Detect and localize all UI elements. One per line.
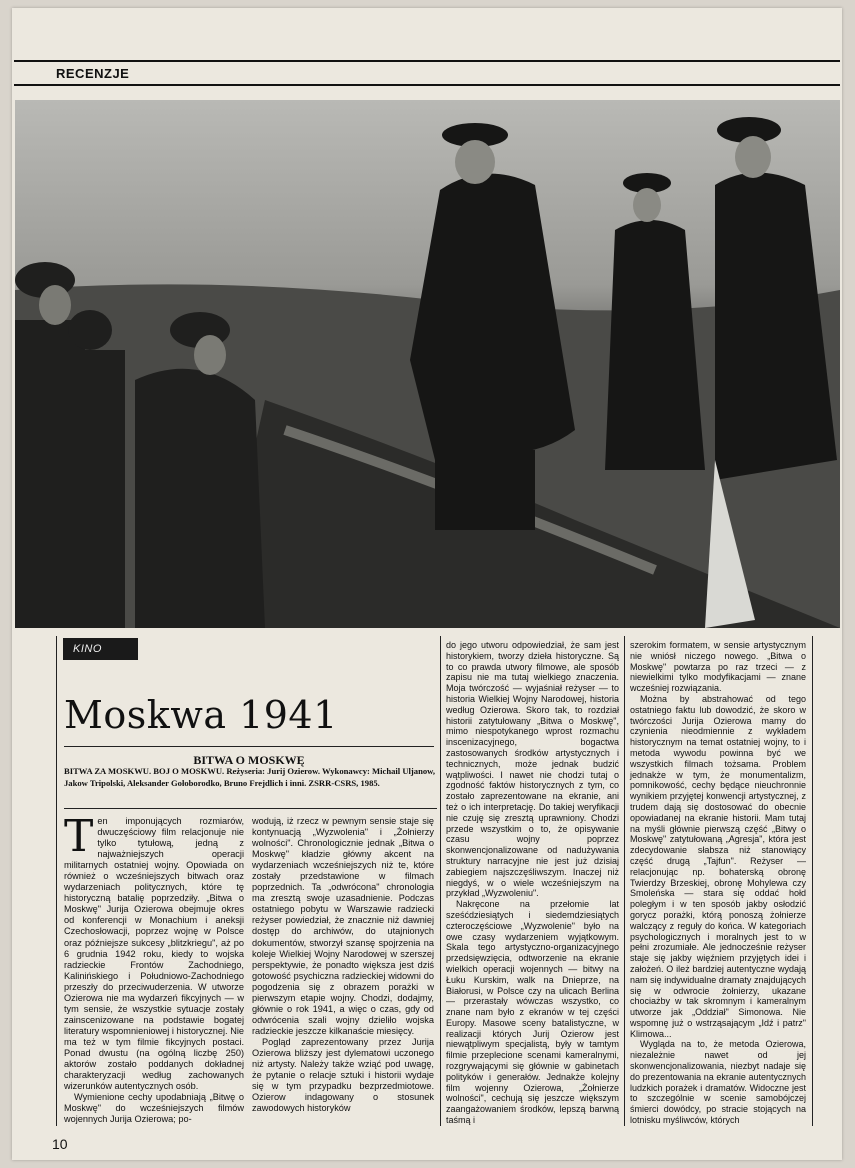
paragraph: en imponujących rozmiarów, dwuczęściowy film relacjonuje nie tylko tytułową, jedną z najważniejszych operacji militarnych ostatniej wojny. Opowiada on również o wcześniejszych bitwach oraz wydarzeniach politycznych, które tę historyczną batalię poprzedziły. „Bitwa o Moskwę" Jurija Ozierowa obejmuje okres od konferencji w Monachium i aneksji Czechosłowacji, poprzez wojnę w Polsce oraz późniejsze sukcesy „blitzkriegu", aż po 6 grudnia 1942 roku, kiedy to wojska radzieckie Frontów Zachodniego, Kalinińskiego i Południowo-Zachodniego przeszły do przeciwuderzenia. W utworze Ozierowa nie ma wydarzeń fikcyjnych — w tym sensie, że wszystkie sytuacje zostały zainscenizowane na podstawie bogatej literatury wspomnieniowej i historycznej. Nie ma też w tym filmie fikcyjnych postaci. Ponad dwustu (na ogólną liczbę 250) aktorów zostało poddanych dokładnej charakteryzacji według zachowanych wizerunków autentycznych osób.	[64, 816, 244, 1092]
paragraph: do jego utworu odpowiedział, że sam jest historykiem, tworzy dzieła historyczne. Są to co prawda utwory filmowe, ale sposób zapisu nie ma tutaj wielkiego znaczenia. Moja twórczość — wyjaśniał reżyser — to historia Wielkiej Wojny Narodowej, historia według Ozierowa. Skoro tak, to rozdział historii zatytułowany „Bitwa o Moskwę", mimo niespotykanego wprost rozmachu inscenizacyjnego, bogactwa zastosowanych środków artystycznych i technicznych, może jednak budzić wątpliwości. I nawet nie chodzi tutaj o zgodność faktów historycznych z tym, co zostało zaprezentowane na ekranie, ani też o ich interpretację. Do takiej weryfikacji nie czuję się zresztą uprawniony. Chodzi przede wszystkim o to, że opisywanie czasu wojny poprzez skonwencjonalizowane od nadużywania struktury narracyjne nie jest już dzisiaj zabiegiem najszczęśliwszym. Inaczej niż niegdyś, w o wiele wcześniejszym na przykład „Wyzwoleniu".	[446, 640, 619, 899]
article-credits: BITWA ZA MOSKWU. BOJ O MOSKWU. Reżyseria: Jurij Ozierow. Wykonawcy: Michail Uljanow, Jakow Tripolski, Aleksander Gołoborodko, Bruno Frejdlich i inni. ZSRR-CSRS, 1985.	[64, 766, 436, 788]
article-subtitle: BITWA O MOSKWĘ	[64, 746, 434, 768]
article-column-3	[446, 640, 619, 1126]
magazine-page	[12, 8, 842, 1160]
film-still-photo	[15, 100, 840, 628]
paragraph: Wygląda na to, że metoda Ozierowa, niezależnie nawet od jej skonwencjonalizowania, niezbyt nadaje się do prezentowania na ekranie autentycznych ludzkich porażek i dramatów. Widoczne jest to szczególnie w scenie samobójczej śmierci dowódcy, po stracie stojących na lotnisku myśliwców, których	[630, 1039, 806, 1126]
column-rule-4	[812, 636, 813, 1126]
article-column-4	[630, 640, 806, 1126]
column-rule-1	[56, 636, 57, 1126]
paragraph: Wymienione cechy upodabniają „Bitwę o Moskwę" do wcześniejszych filmów wojennych Jurija Ozierowa; po-	[64, 1092, 244, 1125]
article-column-1	[64, 811, 244, 1125]
column-rule-3	[624, 636, 625, 1126]
paragraph: szerokim formatem, w sensie artystycznym nie wniósł niczego nowego. „Bitwa o Moskwę" powtarza po raz trzeci — z niewielkimi tylko modyfikacjami — znane wcześniej rozwiązania.	[630, 640, 806, 694]
article-title: Moskwa 1941	[64, 693, 338, 737]
article-column-2	[252, 816, 434, 1114]
page-number: 10	[52, 1136, 68, 1152]
credits-rule	[64, 808, 437, 809]
section-label: RECENZJE	[56, 66, 130, 81]
header-rule-bottom	[14, 84, 840, 86]
photo-illustration	[15, 100, 840, 628]
header-rule-top	[14, 60, 840, 62]
paragraph: Można by abstrahować od tego ostatniego faktu lub dowodzić, że skoro w twórczości Jurija Ozierowa mamy do czynienia nieodmiennie z wykładem historycznym na temat ostatniej wojny, to i metoda wywodu powinna być we wszystkich filmach tożsama. Problem jednakże w tym, że monumentalizm, pomnikowość, cechy będące nieuchronnie wynikiem przyjętej konwencji artystycznej, z trudem dają się dostosować do obecnie opowiadanej na ekranie historii. Mam tutaj na myśli głównie pierwszą część „Bitwy o Moskwę" zatytułowaną „Agresja", która jest zdecydowanie słabsza niż stanowiący część drugą „Tajfun". Reżyser — relacjonując np. bohaterską obronę Twierdzy Brzeskiej, obronę Mohylewa czy Smoleńska — stara się oddać hołd poległym i w ten sposób jakby osłodzić gorycz porażki, którą ponoszą żołnierze walczący z reguły do końca. W kategoriach psychologicznych i moralnych jest to w pełni zrozumiałe. Ale jednocześnie reżyser staje się jakby więźniem przyjętych idei i założeń. O ileż bardziej autentyczne wydają nam się indywidualne dramaty znajdujących się w odwrocie żołnierzy, ukazane chociażby w tak skromnym i kameralnym utworze jak „Oddział" Simonowa. Nie wspomnę już o wstrząsającym „Idź i patrz" Klimowa...	[630, 693, 806, 1039]
paragraph: Pogląd zaprezentowany przez Jurija Ozierowa bliższy jest dylematowi uczonego niż artysty. Należy także wziąć pod uwagę, że pytanie o relacje sztuki i historii wydaje się w tym przypadku bezprzedmiotowe. Ozierow indagowany o stosunek zawodowych historyków	[252, 1036, 434, 1114]
drop-cap: T	[64, 811, 94, 862]
column-rule-2	[440, 636, 441, 1126]
paragraph: wodują, iż rzecz w pewnym sensie staje się kontynuacją „Wyzwolenia" i „Żołnierzy wolności". Chronologicznie jednak „Bitwa o Moskwę" kładzie główny akcent na wydarzeniach wcześniejszych niż te, które zostały przedstawione w filmach poprzednich. Ta „odwrócona" chronologia ma zresztą swoje uzasadnienie. Podczas ostatniego pobytu w Warszawie radziecki reżyser powiedział, że znacznie niż dawniej dostęp do archiwów, do utajnionych dokumentów, stworzył szansę spojrzenia na koleje Wielkiej Wojny Narodowej w szerszej perspektywie, że ponadto większa jest dziś gotowość psychiczna radzieckiej widowni do pogodzenia się z obrazem porażki w pierwszym etapie wojny. Chodzi, dodajmy, głównie o rok 1941, a więc o czas, gdy od odwrócenia szali wojny dzieliło wojska radzieckie jeszcze kilkanaście miesięcy.	[252, 816, 434, 1036]
kicker-label: KINO	[63, 638, 138, 660]
paragraph: Nakręcone na przełomie lat sześćdziesiątych i siedemdziesiątych czteroczęściowe „Wyzwolenie" było na owe czasy wydarzeniem wyjątkowym. Skala tego artystyczno-organizacyjnego przedsięwzięcia, odtworzenie na ekranie wielkich operacji wojennych — bitwy na Łuku Kurskim, walk na Dnieprze, na Białorusi, w Polsce czy na ulicach Berlina — przerastały wówczas wszystko, co znane nam było z ekranów w tej części Europy. Masowe sceny batalistyczne, w realizacji których Jurij Ozierow jest niewątpliwym specjalistą, były w tamtym filmie przeplecione scenami kameralnymi, rozgrywającymi się głównie w gabinetach polityków i generałów. Jednakże kolejny film wojenny Ozierowa, „Żołnierze wolności", cechują się jeszcze większym zaangażowaniem środków, lepszą barwną taśmą i	[446, 899, 619, 1126]
